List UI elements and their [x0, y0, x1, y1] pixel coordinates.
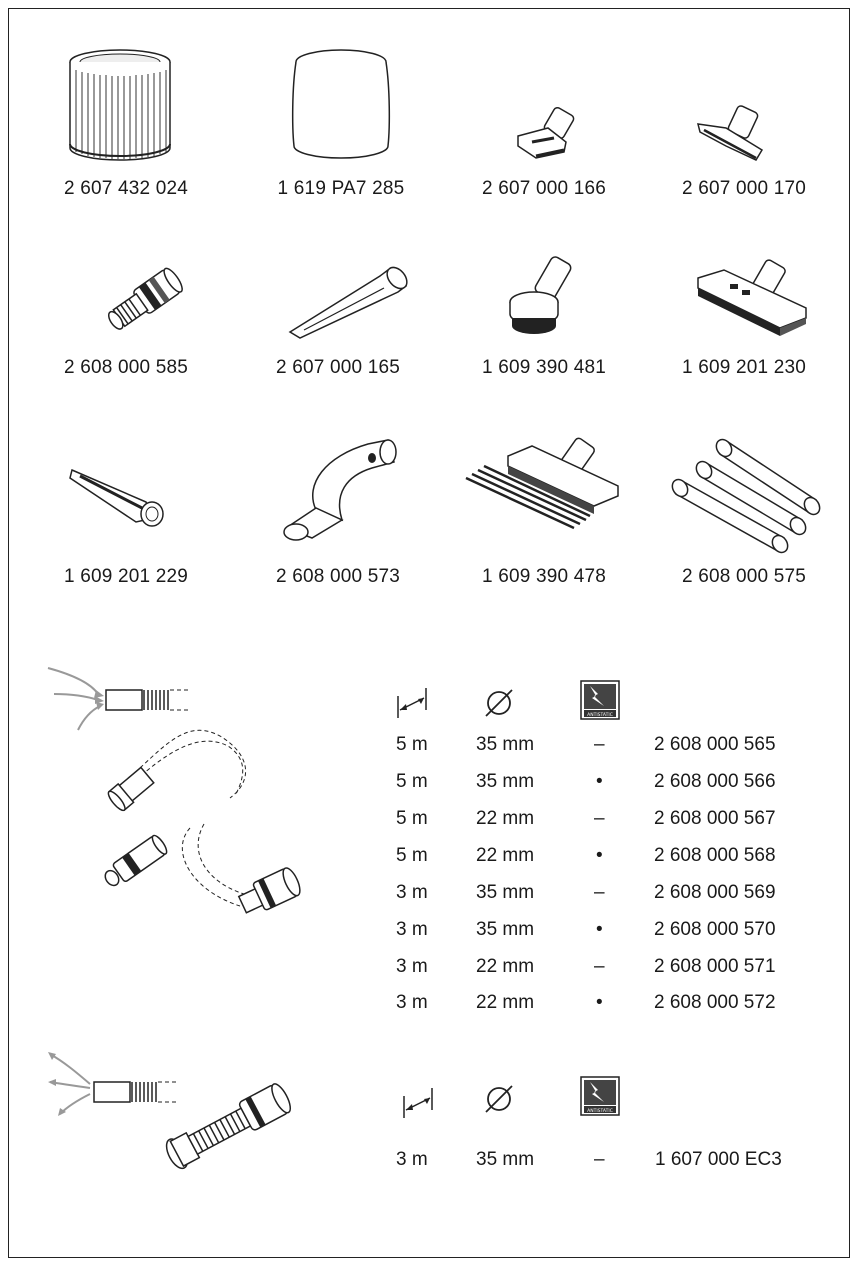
antistatic-cell: • — [596, 992, 603, 1013]
part-code: 1 609 390 478 — [481, 566, 607, 587]
length-cell: 3 m — [396, 992, 428, 1013]
order-code-cell: 2 608 000 567 — [654, 808, 776, 829]
order-code-cell: 2 608 000 572 — [654, 992, 776, 1013]
antistatic-cell: – — [594, 734, 605, 755]
length-cell: 5 m — [396, 734, 428, 755]
antistatic-icon — [580, 1076, 620, 1121]
length-cell: 3 m — [396, 956, 428, 977]
order-code-cell: 2 608 000 570 — [654, 919, 776, 940]
wet-floor-nozzle-set-icon — [462, 436, 624, 532]
diameter-icon — [482, 1082, 516, 1121]
antistatic-cell: • — [596, 919, 603, 940]
part-code: 1 609 201 229 — [63, 566, 189, 587]
antistatic-cell: – — [594, 1149, 605, 1170]
antistatic-label: ANTISTATIC — [587, 713, 613, 718]
part-code: 2 607 432 024 — [63, 178, 189, 199]
part-code: 2 607 000 170 — [681, 178, 807, 199]
extension-tubes-icon — [672, 436, 822, 554]
antistatic-cell: • — [596, 771, 603, 792]
part-code: 1 609 201 230 — [681, 357, 807, 378]
suction-hose-icon — [40, 660, 350, 920]
small-nozzle-icon — [514, 106, 578, 162]
part-code: 1 619 PA7 285 — [277, 178, 405, 199]
diameter-cell: 35 mm — [476, 1149, 535, 1170]
order-code-cell: 2 608 000 566 — [654, 771, 776, 792]
diameter-cell: 22 mm — [476, 845, 535, 866]
diameter-cell: 22 mm — [476, 992, 535, 1013]
handle-elbow-icon — [276, 434, 400, 544]
antistatic-cell: – — [594, 956, 605, 977]
part-code: 2 607 000 165 — [275, 357, 401, 378]
length-cell: 5 m — [396, 771, 428, 792]
length-cell: 5 m — [396, 808, 428, 829]
fleece-filter-bag-icon — [288, 48, 394, 166]
antistatic-label: ANTISTATIC — [587, 1109, 613, 1114]
order-code-cell: 1 607 000 EC3 — [655, 1149, 782, 1170]
part-code: 1 609 390 481 — [481, 357, 607, 378]
part-code: 2 608 000 573 — [275, 566, 401, 587]
order-code-cell: 2 608 000 565 — [654, 734, 776, 755]
order-code-cell: 2 608 000 568 — [654, 845, 776, 866]
order-code-cell: 2 608 000 569 — [654, 882, 776, 903]
part-code: 2 608 000 585 — [63, 357, 189, 378]
antistatic-icon — [580, 680, 620, 725]
length-cell: 3 m — [396, 1149, 428, 1170]
blow-hose-icon — [40, 1044, 300, 1174]
diameter-cell: 35 mm — [476, 919, 535, 940]
diameter-cell: 22 mm — [476, 808, 535, 829]
diameter-cell: 35 mm — [476, 882, 535, 903]
length-arrow-icon — [394, 686, 430, 725]
upholstery-nozzle-icon — [696, 106, 766, 164]
antistatic-cell: – — [594, 882, 605, 903]
order-code-cell: 2 608 000 571 — [654, 956, 776, 977]
joint-nozzle-icon — [66, 462, 170, 528]
diameter-cell: 35 mm — [476, 771, 535, 792]
round-brush-icon — [504, 256, 582, 336]
diameter-cell: 35 mm — [476, 734, 535, 755]
floor-nozzle-icon — [694, 260, 810, 338]
length-arrow-icon — [400, 1086, 436, 1125]
antistatic-cell: • — [596, 845, 603, 866]
crevice-nozzle-icon — [284, 262, 414, 342]
length-cell: 3 m — [396, 882, 428, 903]
antistatic-cell: – — [594, 808, 605, 829]
length-cell: 3 m — [396, 919, 428, 940]
diameter-icon — [482, 686, 516, 725]
part-code: 2 607 000 166 — [481, 178, 607, 199]
diameter-cell: 22 mm — [476, 956, 535, 977]
tool-adapter-icon — [94, 262, 190, 340]
cartridge-filter-icon — [66, 48, 176, 168]
part-code: 2 608 000 575 — [681, 566, 807, 587]
length-cell: 5 m — [396, 845, 428, 866]
